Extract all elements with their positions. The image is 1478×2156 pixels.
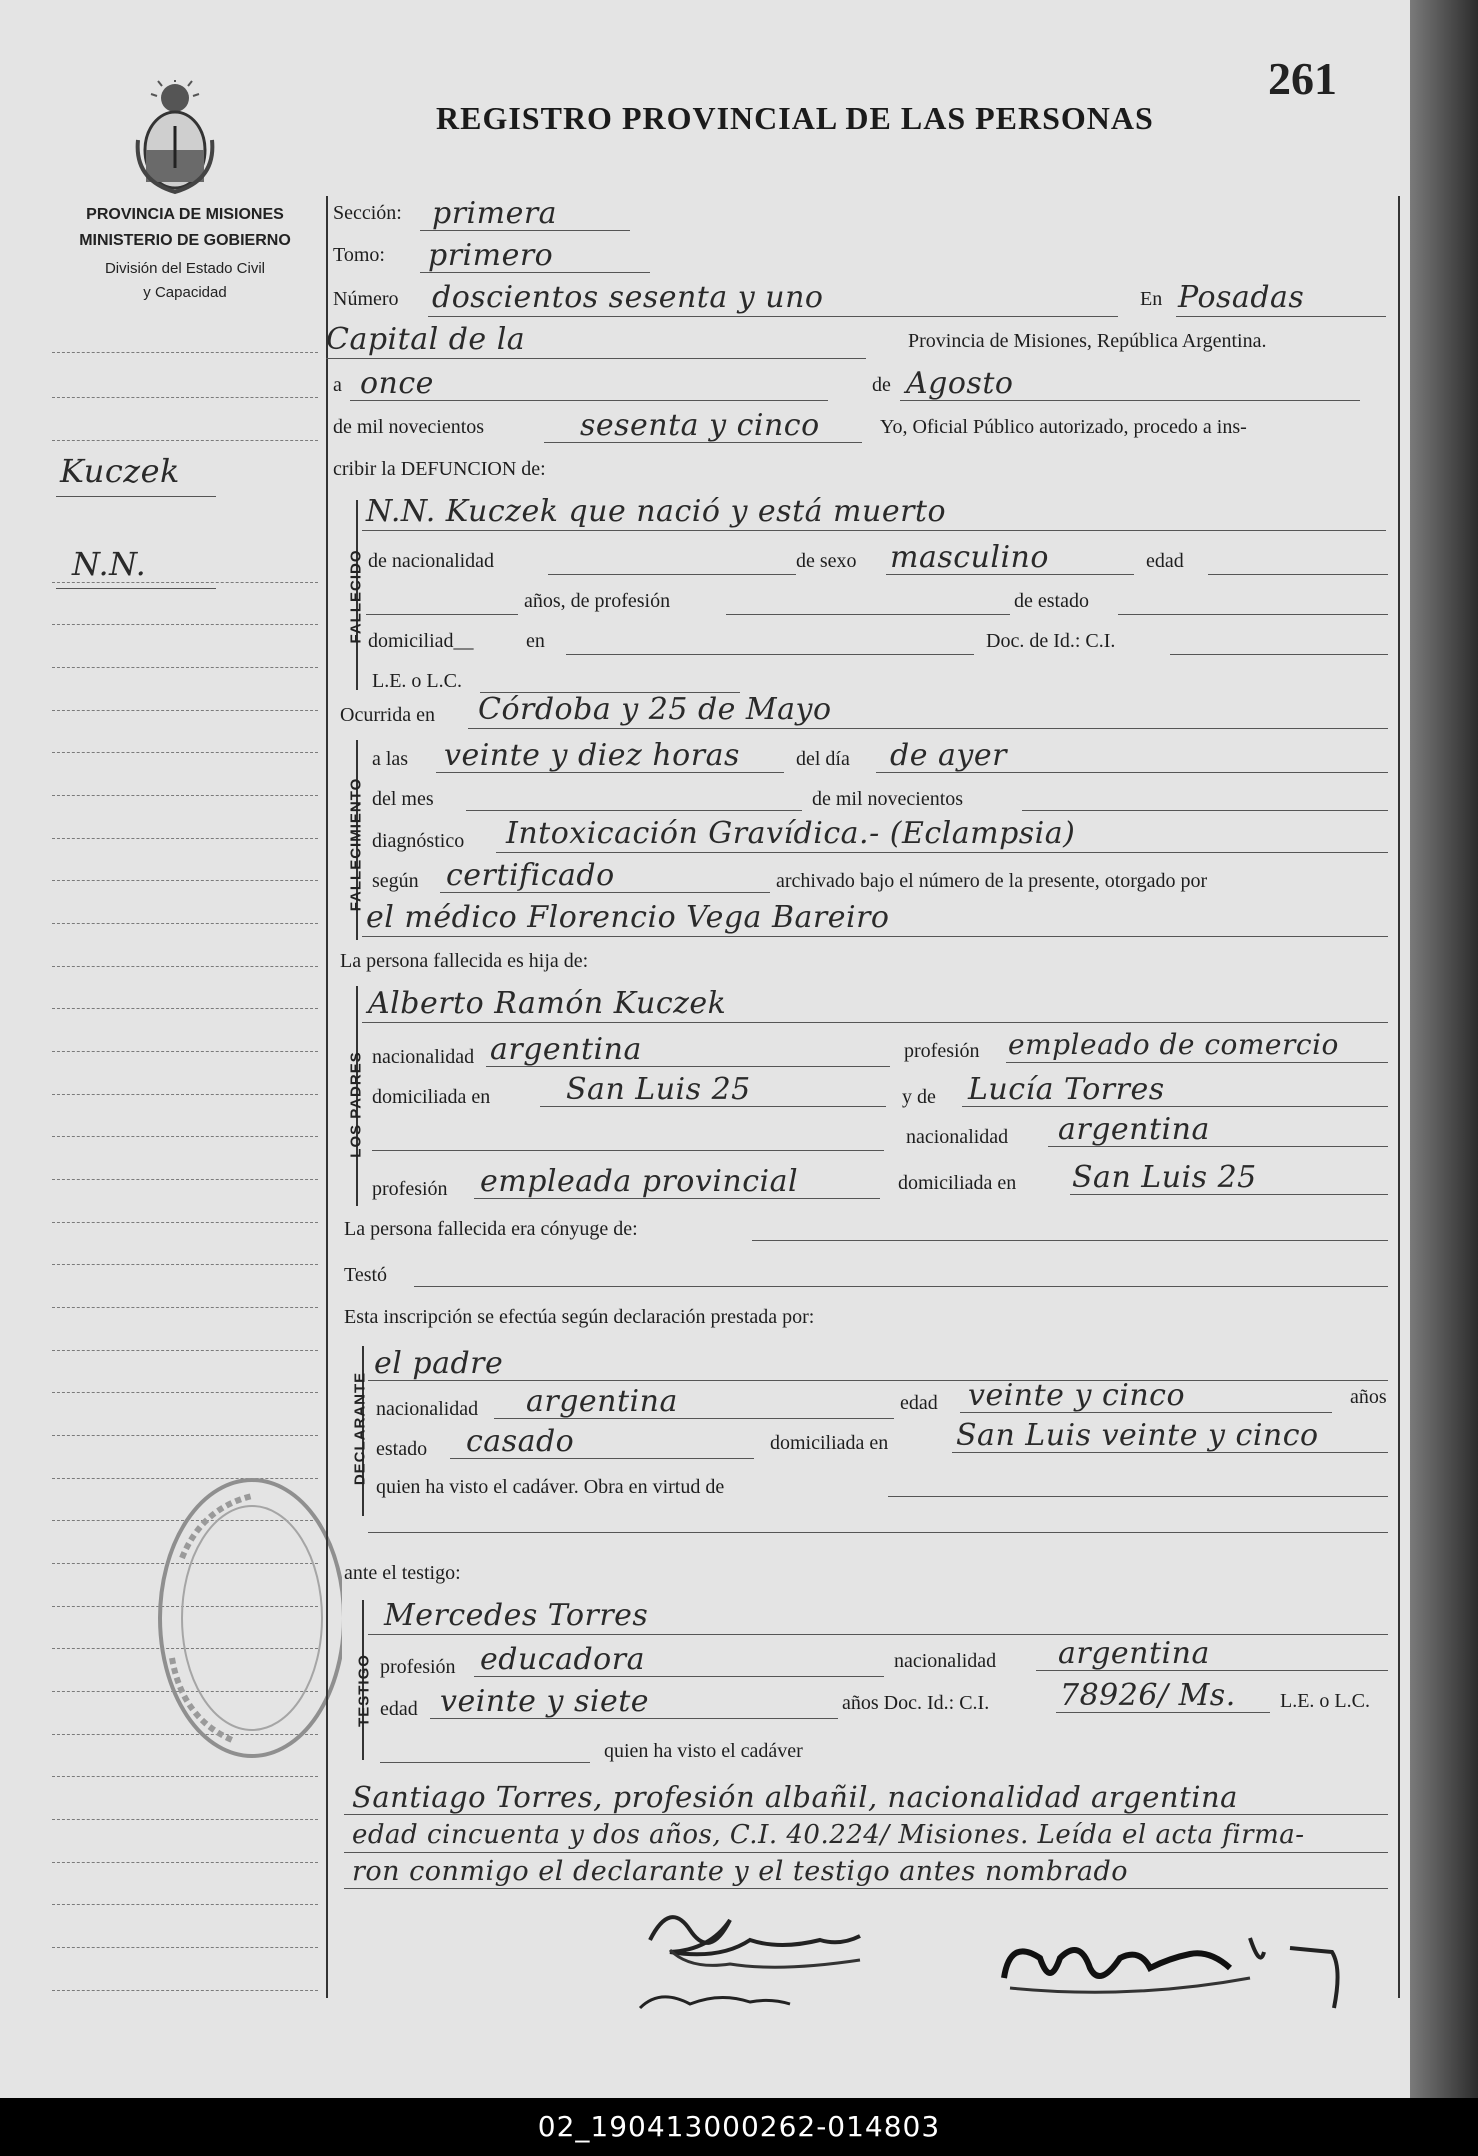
label-padre-domicilio: domiciliada en (372, 1086, 491, 1108)
label-hija-de: La persona fallecida es hija de: (340, 950, 589, 972)
note-line-2: edad cincuenta y dos años, C.I. 40.224/ Misiones. Leída el acta firma- (352, 1820, 1305, 1850)
label-madre-nacionalidad: nacionalidad (906, 1126, 1009, 1148)
value-madre-domicilio: San Luis 25 (1072, 1160, 1257, 1195)
label-le-lc: L.E. o L.C. (372, 670, 462, 692)
label-yo-oficial: Yo, Oficial Público autorizado, procedo a ins- (880, 416, 1247, 438)
value-segun: certificado (446, 858, 615, 893)
value-hora: veinte y diez horas (444, 738, 740, 773)
label-en-2: en (526, 630, 545, 652)
label-testo: Testó (344, 1264, 388, 1286)
label-testigo-doc: años Doc. Id.: C.I. (842, 1692, 990, 1714)
label-madre-domicilio: domiciliada en (898, 1172, 1017, 1194)
label-tomo: Tomo: (333, 244, 385, 266)
value-testigo: Mercedes Torres (384, 1598, 649, 1633)
value-anio: sesenta y cinco (580, 408, 820, 443)
label-del-dia: del día (796, 748, 850, 770)
label-anos-profesion: años, de profesión (524, 590, 671, 612)
section-label-declarante: DECLARANTE (351, 1371, 369, 1486)
value-seccion: primera (432, 196, 558, 231)
value-madre-nacionalidad: argentina (1058, 1112, 1210, 1147)
value-madre: Lucía Torres (968, 1072, 1165, 1107)
label-provincia: Provincia de Misiones, República Argentina. (908, 330, 1267, 352)
label-diagnostico: diagnóstico (372, 830, 465, 852)
label-conyuge: La persona fallecida era cónyuge de: (344, 1218, 638, 1240)
label-de-nacionalidad: de nacionalidad (368, 550, 495, 572)
label-inscribir: cribir la DEFUNCION de: (333, 458, 546, 480)
label-doc-id: Doc. de Id.: C.I. (986, 630, 1116, 652)
label-testigo-le-lc: L.E. o L.C. (1280, 1690, 1370, 1712)
label-a: a (333, 374, 342, 396)
value-testigo-ci: 78926/ Ms. (1060, 1678, 1236, 1713)
section-label-padres: LOS PADRES (347, 1051, 365, 1158)
label-archivado: archivado bajo el número de la presente, otorgado por (776, 870, 1208, 892)
label-testigo-edad: edad (380, 1698, 418, 1720)
value-ocurrida: Córdoba y 25 de Mayo (478, 692, 832, 727)
label-declarante-nacionalidad: nacionalidad (376, 1398, 479, 1420)
value-tomo: primero (428, 238, 554, 273)
margin-note-surname: Kuczek (60, 452, 180, 490)
note-line-1: Santiago Torres, profesión albañil, nacionalidad argentina (352, 1780, 1238, 1814)
page-number: 261 (1268, 53, 1337, 104)
label-de-sexo: de sexo (796, 550, 857, 572)
value-testigo-nacionalidad: argentina (1058, 1636, 1210, 1671)
label-domiciliad: domiciliad__ (368, 630, 474, 652)
label-testigo-profesion: profesión (380, 1656, 456, 1678)
label-de-mil: de mil novecientos (333, 416, 485, 438)
value-diagnostico: Intoxicación Gravídica.- (Eclampsia) (506, 816, 1076, 851)
value-capital: Capital de la (326, 322, 526, 357)
label-del-mes: del mes (372, 788, 434, 810)
value-dia: once (360, 366, 434, 401)
label-padre-profesion: profesión (904, 1040, 980, 1062)
label-declarante-domicilio: domiciliada en (770, 1432, 889, 1454)
label-declarante-visto: quien ha visto el cadáver. Obra en virtud de (376, 1476, 725, 1498)
value-medico: el médico Florencio Vega Bareiro (366, 900, 890, 935)
issuer-ministry: MINISTERIO DE GOBIERNO (79, 232, 291, 249)
label-y-de: y de (902, 1086, 936, 1108)
label-ante-testigo: ante el testigo: (344, 1562, 461, 1584)
note-line-3: ron conmigo el declarante y el testigo antes nombrado (352, 1856, 1129, 1887)
margin-note-given: N.N. (72, 545, 147, 583)
label-declarante-anos: años (1350, 1386, 1387, 1408)
page-title: REGISTRO PROVINCIAL DE LAS PERSONAS (436, 100, 1154, 136)
value-en: Posadas (1178, 280, 1305, 315)
value-testigo-edad: veinte y siete (440, 1684, 650, 1719)
label-declarante-edad: edad (900, 1392, 938, 1414)
main-column-rule (326, 196, 328, 1998)
value-madre-profesion: empleada provincial (480, 1164, 799, 1199)
value-del-dia: de ayer (890, 738, 1007, 773)
label-de-mil-2: de mil novecientos (812, 788, 964, 810)
value-padre-nacionalidad: argentina (490, 1032, 642, 1067)
label-de-estado: de estado (1014, 590, 1089, 612)
issuer-division-sub: y Capacidad (143, 284, 227, 301)
value-declarante: el padre (374, 1346, 504, 1381)
value-declarante-estado: casado (466, 1424, 575, 1459)
label-segun: según (372, 870, 419, 892)
right-border-rule (1398, 196, 1400, 1998)
label-en: En (1140, 288, 1163, 310)
value-sexo: masculino (890, 540, 1049, 575)
coat-of-arms-emblem (132, 80, 218, 196)
label-a-las: a las (372, 748, 409, 770)
label-inscripcion: Esta inscripción se efectúa según declaración prestada por: (344, 1306, 815, 1328)
value-testigo-profesion: educadora (480, 1642, 645, 1677)
value-fallecido-name: N.N. Kuczek que nació y está muerto (366, 494, 947, 529)
label-numero: Número (333, 288, 399, 310)
section-label-fallecimiento: FALLECIMIENTO (347, 777, 365, 912)
issuer-province: PROVINCIA DE MISIONES (86, 206, 284, 223)
section-label-fallecido: FALLECIDO (347, 549, 365, 644)
signature-declarante (630, 1880, 890, 2020)
label-de: de (872, 374, 891, 396)
label-declarante-estado: estado (376, 1438, 428, 1460)
label-padre-nacionalidad: nacionalidad (372, 1046, 475, 1068)
value-declarante-nacionalidad: argentina (526, 1384, 678, 1419)
label-testigo-visto: quien ha visto el cadáver (604, 1740, 803, 1762)
value-declarante-edad: veinte y cinco (968, 1378, 1186, 1413)
signature-official (990, 1908, 1370, 2018)
value-numero: doscientos sesenta y uno (432, 280, 824, 315)
value-padre-profesion: empleado de comercio (1008, 1028, 1339, 1061)
image-caption: 02_190413000262-014803 (0, 2098, 1478, 2156)
label-seccion: Sección: (333, 202, 402, 224)
label-ocurrida: Ocurrida en (340, 704, 435, 726)
label-madre-profesion: profesión (372, 1178, 448, 1200)
book-binding (1410, 0, 1478, 2098)
value-mes: Agosto (906, 366, 1014, 401)
label-testigo-nacionalidad: nacionalidad (894, 1650, 997, 1672)
label-edad: edad (1146, 550, 1184, 572)
section-label-testigo: TESTIGO (355, 1654, 373, 1727)
value-padre: Alberto Ramón Kuczek (368, 986, 727, 1021)
official-stamp (142, 1468, 342, 1768)
value-padre-domicilio: San Luis 25 (566, 1072, 751, 1107)
issuer-division: División del Estado Civil (104, 260, 266, 277)
value-declarante-domicilio: San Luis veinte y cinco (956, 1418, 1319, 1453)
